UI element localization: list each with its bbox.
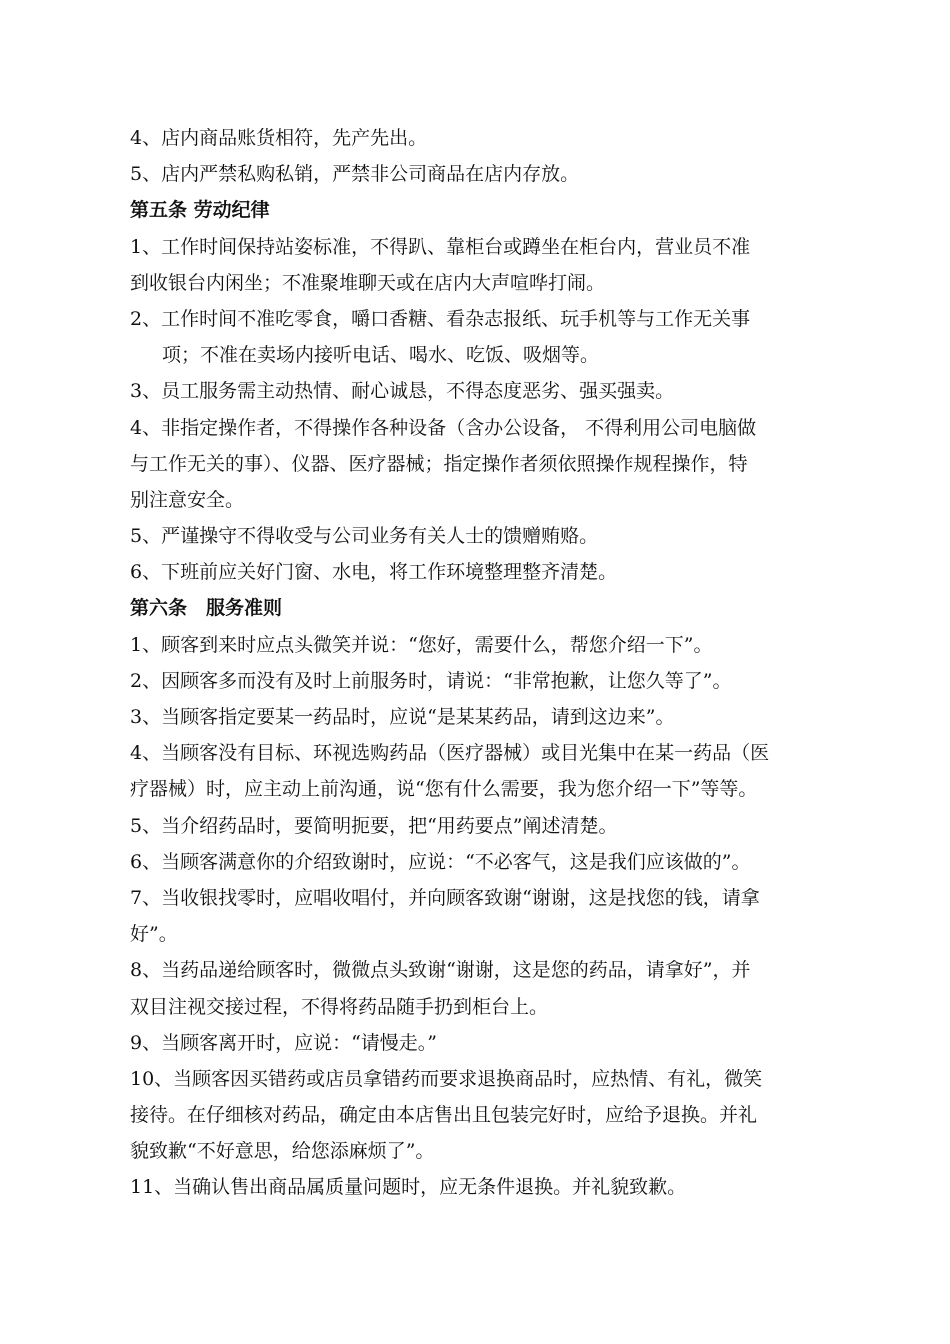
list-item: 10、当顾客因买错药或店员拿错药而要求退换商品时，应热情、有礼，微笑 xyxy=(130,1067,763,1090)
list-item: 4、非指定操作者，不得操作各种设备（含办公设备， 不得利用公司电脑做 xyxy=(130,416,757,439)
list-item-continuation: 疗器械）时，应主动上前沟通，说“您有什么需要，我为您介绍一下”等等。 xyxy=(130,778,758,801)
list-item: 4、店内商品账货相符，先产先出。 xyxy=(130,127,428,149)
list-item: 5、店内严禁私购私销，严禁非公司商品在店内存放。 xyxy=(130,163,580,186)
list-item-continuation: 双目注视交接过程，不得将药品随手扔到柜台上。 xyxy=(130,995,549,1018)
list-item: 3、员工服务需主动热情、耐心诚恳，不得态度恶劣、强买强卖。 xyxy=(130,380,675,403)
list-item: 4、当顾客没有目标、环视选购药品（医疗器械）或目光集中在某一药品（医 xyxy=(130,742,770,765)
list-item: 11、当确认售出商品属质量问题时，应无条件退换。并礼貌致歉。 xyxy=(130,1176,687,1199)
list-item-continuation: 貌致歉“不好意思，给您添麻烦了”。 xyxy=(130,1140,435,1163)
list-item: 2、因顾客多而没有及时上前服务时，请说：“非常抱歉，让您久等了”。 xyxy=(130,669,732,692)
list-item: 6、下班前应关好门窗、水电，将工作环境整理整齐清楚。 xyxy=(130,561,618,584)
list-item: 6、当顾客满意你的介绍致谢时，应说：“不必客气，这是我们应该做的”。 xyxy=(130,850,751,873)
list-item: 5、严谨操守不得收受与公司业务有关人士的馈赠贿赂。 xyxy=(130,525,599,548)
list-item-continuation: 别注意安全。 xyxy=(130,488,245,511)
list-item: 7、当收银找零时，应唱收唱付，并向顾客致谢“谢谢，这是找您的钱，请拿 xyxy=(130,886,760,909)
list-item-continuation: 好”。 xyxy=(130,923,178,946)
list-item: 1、工作时间保持站姿标准，不得趴、靠柜台或蹲坐在柜台内，营业员不准 xyxy=(130,235,751,258)
section-heading-labor-discipline: 第五条 劳动纪律 xyxy=(130,199,270,222)
list-item-continuation: 项；不准在卖场内接听电话、喝水、吃饭、吸烟等。 xyxy=(162,344,600,367)
list-item: 3、当顾客指定要某一药品时，应说“是某某药品，请到这边来”。 xyxy=(130,706,675,728)
section-heading-service-rules: 第六条 服务准则 xyxy=(130,597,283,620)
list-item: 9、当顾客离开时，应说：“请慢走。” xyxy=(130,1031,438,1054)
list-item-continuation: 到收银台内闲坐；不准聚堆聊天或在店内大声喧哗打闹。 xyxy=(130,271,606,294)
list-item: 2、工作时间不准吃零食，嚼口香糖、看杂志报纸、玩手机等与工作无关事 xyxy=(130,307,751,330)
list-item-continuation: 与工作无关的事）、仪器、医疗器械；指定操作者须依照操作规程操作，特 xyxy=(130,452,748,475)
document-body xyxy=(130,120,850,1206)
list-item: 1、顾客到来时应点头微笑并说：“您好，需要什么，帮您介绍一下”。 xyxy=(130,633,713,656)
list-item: 8、当药品递给顾客时，微微点头致谢“谢谢，这是您的药品，请拿好”，并 xyxy=(130,959,751,982)
list-item: 5、当介绍药品时，要简明扼要，把“用药要点”阐述清楚。 xyxy=(130,814,618,837)
list-item-continuation: 接待。在仔细核对药品，确定由本店售出且包装完好时，应给予退换。并礼 xyxy=(130,1104,758,1127)
